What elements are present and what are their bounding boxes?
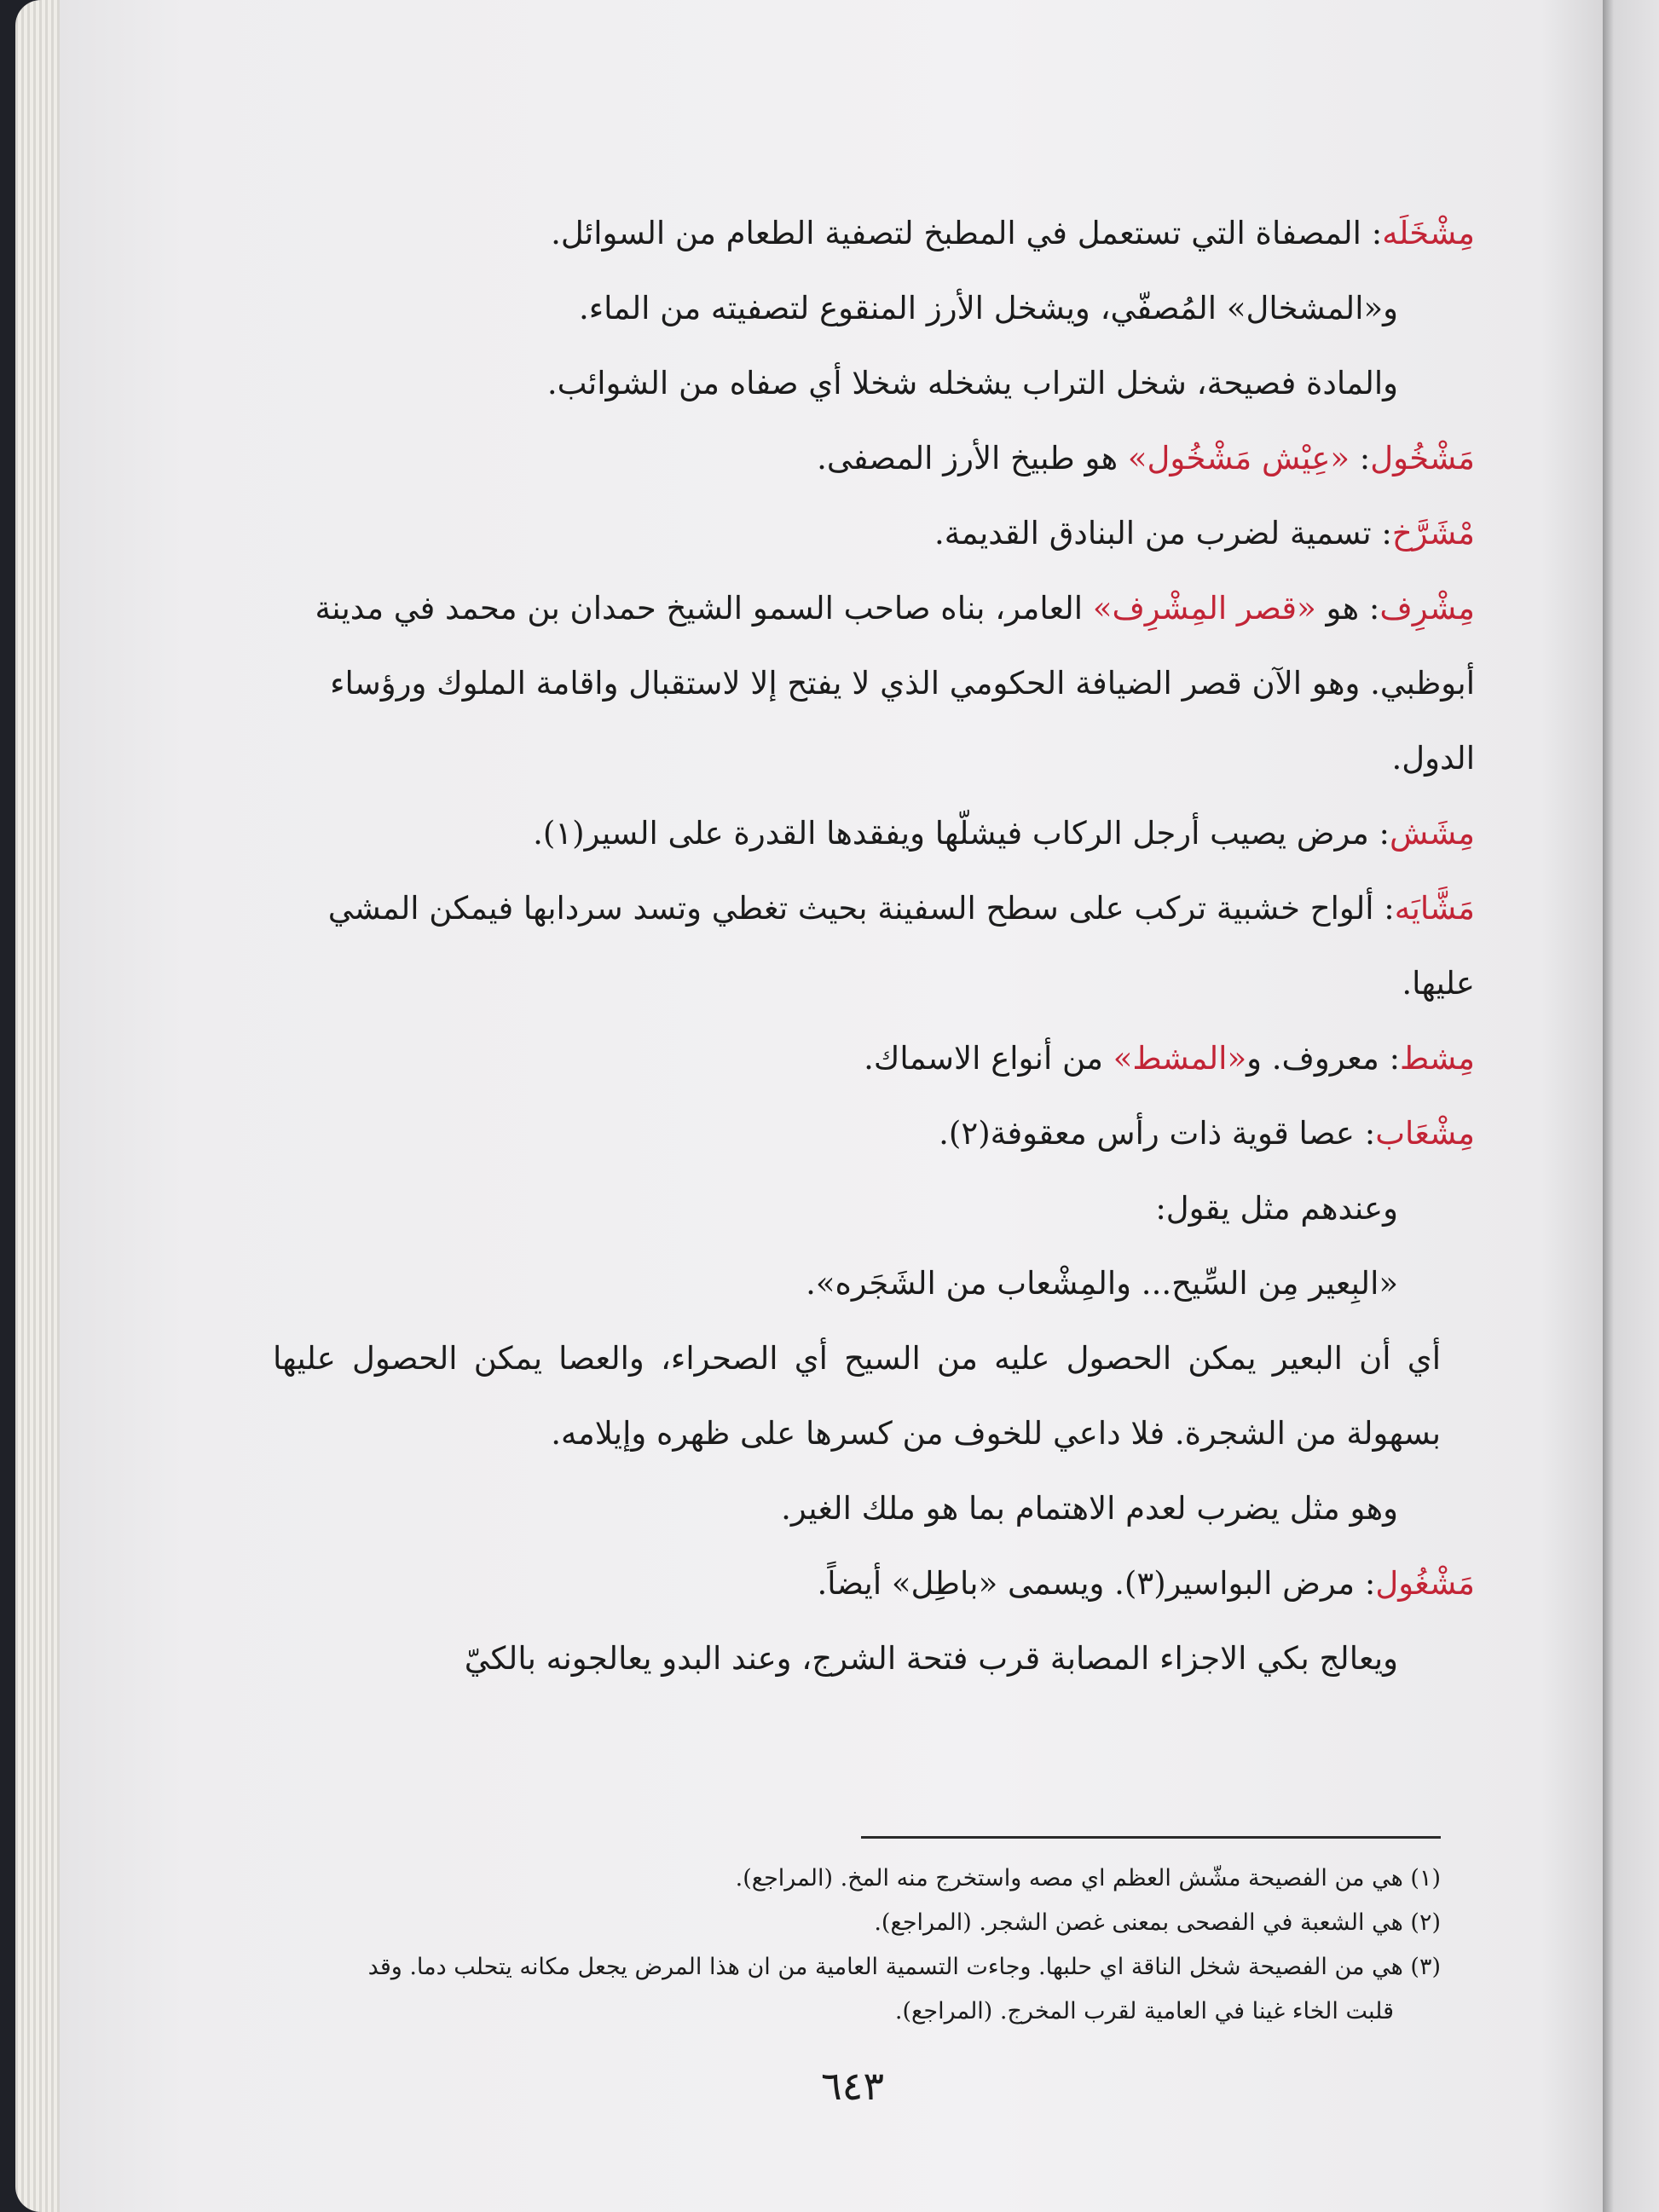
entry-mishaab: مِشْعَاب: عصا قوية ذات رأس معقوفة(٢). (939, 1115, 1475, 1152)
highlighted-term: «قصر المِشْرِف» (1092, 590, 1316, 627)
entry-line: و«المشخال» المُصفّي، ويشخل الأرز المنقوع لتصفيته من الماء. (579, 290, 1398, 326)
highlighted-term: «المشط» (1113, 1040, 1247, 1077)
footnotes (273, 1857, 1441, 2034)
headword: مِشط (1400, 1040, 1475, 1077)
headword: مِشْعَاب (1375, 1115, 1475, 1152)
adjacent-page-edge (1603, 0, 1659, 2212)
page-number: ٦٤٣ (820, 2063, 885, 2109)
entry-paragraph: أي أن البعير يمكن الحصول عليه من السيح أي الصحراء، والعصا يمكن الحصول عليها بسهولة من الشجرة. فلا داعي للخوف من كسرها على ظهره وإيلامه. (273, 1340, 1441, 1452)
entry-line: وعندهم مثل يقول: (1155, 1190, 1398, 1227)
headword: مِشْرِف (1379, 590, 1475, 627)
entry-mshararkh: مْشَرَّخ: تسمية لضرب من البنادق القديمة. (934, 515, 1475, 552)
headword: مَشْخُول (1370, 440, 1475, 476)
headword: مَشَّايَه (1394, 890, 1475, 927)
headword: مِشْخَلَه (1382, 215, 1475, 251)
entry-mashaya: مَشَّايَه: ألواح خشبية تركب على سطح السفينة بحيث تغطي وتسد سردابها فيمكن المشي عليها. (327, 890, 1475, 1002)
footnote-3-continuation: قلبت الخاء غينا في العامية لقرب المخرج. (المراجع). (894, 1998, 1394, 2024)
headword: مَشْغُول (1375, 1565, 1475, 1602)
entry-mishkhala (273, 196, 1475, 271)
entry-line: ويعالج بكي الاجزاء المصابة قرب فتحة الشرج، وعند البدو يعالجونه بالكيّ (464, 1640, 1398, 1677)
entry-misht: مِشط: معروف. و«المشط» من أنواع الاسماك. (864, 1040, 1475, 1077)
headword: مْشَرَّخ (1391, 515, 1475, 552)
entry-mishrif: مِشْرِف: هو «قصر المِشْرِف» العامر، بناه صاحب السمو الشيخ حمدان بن محمد في مدينة أبوظبي. وهو الآن قصر الضيافة الحكومي الذي لا يفتح إلا لاستقبال واقامة الملوك ورؤساء الدول. (315, 590, 1475, 777)
definition: : المصفاة التي تستعمل في المطبخ لتصفية الطعام من السوائل. (551, 215, 1383, 251)
entry-mashghoul: مَشْغُول: مرض البواسير(٣). ويسمى «باطِل» أيضاً. (817, 1565, 1475, 1602)
highlighted-term: «عِيْش مَشْخُول» (1127, 440, 1350, 476)
page-edges (15, 0, 66, 2212)
footnote-1: (١) هي من الفصيحة مشّش العظم اي مصه واستخرج منه المخ. (المراجع). (735, 1865, 1441, 1891)
footnote-2: (٢) هي الشعبة في الفصحى بمعنى غصن الشجر. (المراجع). (874, 1909, 1441, 1936)
headword: مِشَش (1390, 815, 1475, 852)
footnote-divider (861, 1836, 1441, 1839)
proverb: «البِعير مِن السِّيح... والمِشْعاب من الشَجَره». (806, 1265, 1398, 1302)
entry-mishash: مِشَش: مرض يصيب أرجل الركاب فيشلّها ويفقدها القدرة على السير(١). (533, 815, 1475, 852)
entry-line: وهو مثل يضرب لعدم الاهتمام بما هو ملك الغير. (781, 1490, 1398, 1527)
entry-mashkhoul: مَشْخُول: «عِيْش مَشْخُول» هو طبيخ الأرز المصفى. (817, 440, 1475, 476)
footnote-3: (٣) هي من الفصيحة شخل الناقة اي حلبها. وجاءت التسمية العامية من ان هذا المرض يجعل مكانه يتحلب دما. وقد (367, 1954, 1441, 1980)
entry-line: والمادة فصيحة، شخل التراب يشخله شخلا أي صفاه من الشوائب. (546, 365, 1398, 401)
highlighted-term: «المشخال» (1226, 290, 1384, 326)
dictionary-body (273, 196, 1475, 1696)
